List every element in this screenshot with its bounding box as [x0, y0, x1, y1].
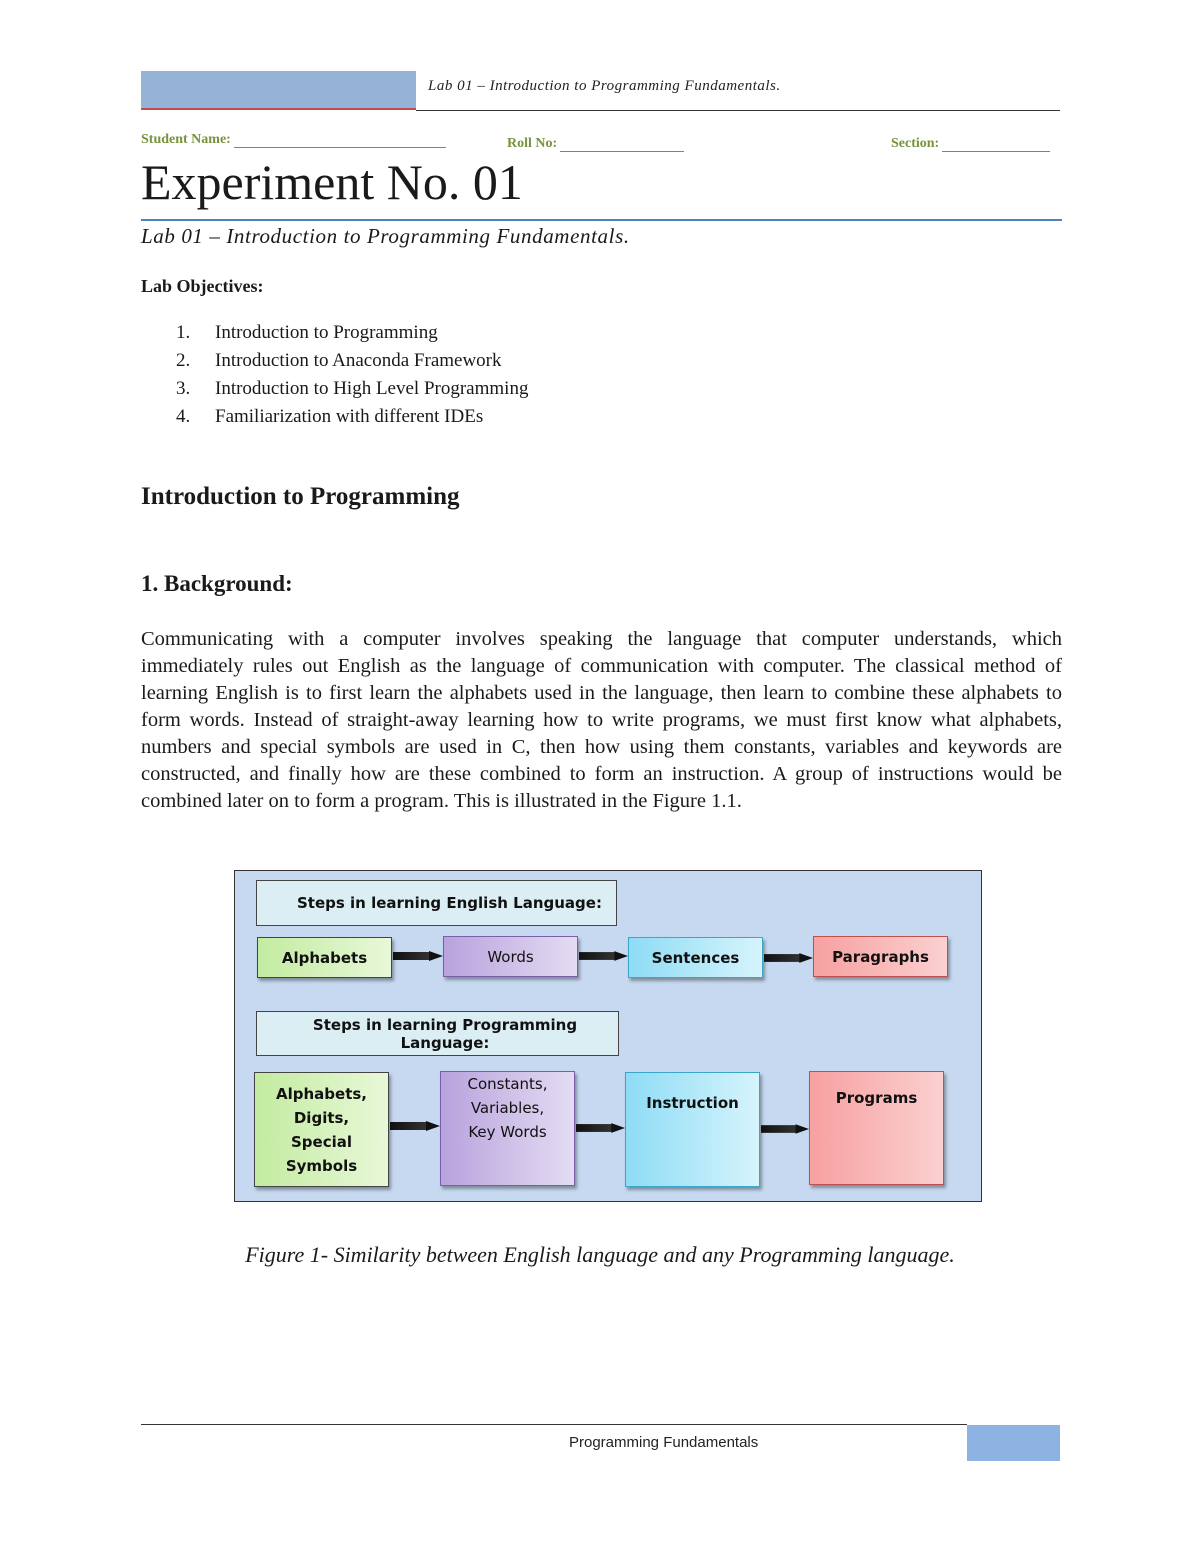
- page-title: Experiment No. 01: [141, 154, 523, 210]
- arrow-icon: [579, 951, 628, 961]
- section-blank: [942, 151, 1050, 152]
- figure-diagram: [234, 870, 982, 1202]
- english-step-words: Words: [443, 936, 578, 977]
- arrow-icon: [390, 1121, 440, 1131]
- english-steps-label: Steps in learning English Language:: [256, 880, 617, 926]
- title-rule: [141, 219, 1062, 221]
- header-title: Lab 01 – Introduction to Programming Fundamentals.: [428, 78, 781, 94]
- list-number: 1.: [176, 322, 191, 343]
- english-step-alphabets: Alphabets: [257, 937, 392, 978]
- programming-step-programs: Programs: [809, 1071, 944, 1185]
- footer-color-block: [967, 1425, 1060, 1461]
- roll-no-blank: [560, 151, 684, 152]
- footer-text: Programming Fundamentals: [569, 1434, 759, 1451]
- list-number: 3.: [176, 378, 191, 399]
- list-text: Introduction to High Level Programming: [215, 378, 529, 399]
- student-name-blank: [234, 147, 446, 148]
- header-rule: [416, 110, 1060, 111]
- programming-step-instruction: Instruction: [625, 1072, 760, 1187]
- programming-step-alphabets: Alphabets, Digits, Special Symbols: [254, 1072, 389, 1187]
- list-text: Familiarization with different IDEs: [215, 406, 484, 427]
- english-step-paragraphs: Paragraphs: [813, 936, 948, 977]
- student-name-label: Student Name:: [141, 132, 231, 147]
- list-number: 2.: [176, 350, 191, 371]
- background-paragraph: Communicating with a computer involves speaking the language that computer understands, which immediately rules out English as the language of communication with computer. The classical method of learning English is to first learn the alphabets used in the language, then learn to combine these alphabets to form words. Instead of straight-away learning how to write programs, we must first know what alphabets, numbers and special symbols are used in C, then how using them constants, variables and keywords are constructed, and finally how are these combined to form an instruction. A group of instructions would be combined later on to form a program. This is illustrated in the Figure 1.1.: [141, 628, 1062, 812]
- arrow-icon: [393, 951, 443, 961]
- arrow-icon: [761, 1124, 809, 1134]
- header-color-block: [141, 71, 416, 109]
- list-number: 4.: [176, 406, 191, 427]
- list-item: [176, 350, 528, 378]
- footer-rule: [141, 1424, 967, 1425]
- programming-step-constants: Constants, Variables, Key Words: [440, 1071, 575, 1186]
- arrow-icon: [764, 953, 813, 963]
- section-label: Section:: [891, 136, 940, 151]
- roll-no-field: [507, 136, 684, 152]
- arrow-icon: [576, 1123, 625, 1133]
- list-text: Introduction to Anaconda Framework: [215, 350, 502, 371]
- english-step-sentences: Sentences: [628, 937, 763, 978]
- programming-steps-label: Steps in learning Programming Language:: [256, 1011, 619, 1056]
- page-subtitle: Lab 01 – Introduction to Programming Fundamentals.: [141, 224, 630, 248]
- student-name-field: [141, 132, 446, 148]
- list-item: [176, 378, 528, 406]
- figure-caption: Figure 1- Similarity between English language and any Programming language.: [245, 1242, 955, 1267]
- section-heading: Introduction to Programming: [141, 483, 460, 510]
- section-field: [891, 136, 1050, 152]
- roll-no-label: Roll No:: [507, 136, 558, 151]
- list-text: Introduction to Programming: [215, 322, 438, 343]
- header-accent-line: [141, 108, 416, 110]
- background-heading: 1. Background:: [141, 571, 293, 596]
- objectives-list: [176, 322, 528, 434]
- list-item: [176, 322, 528, 350]
- list-item: [176, 406, 528, 434]
- objectives-heading: Lab Objectives:: [141, 276, 264, 296]
